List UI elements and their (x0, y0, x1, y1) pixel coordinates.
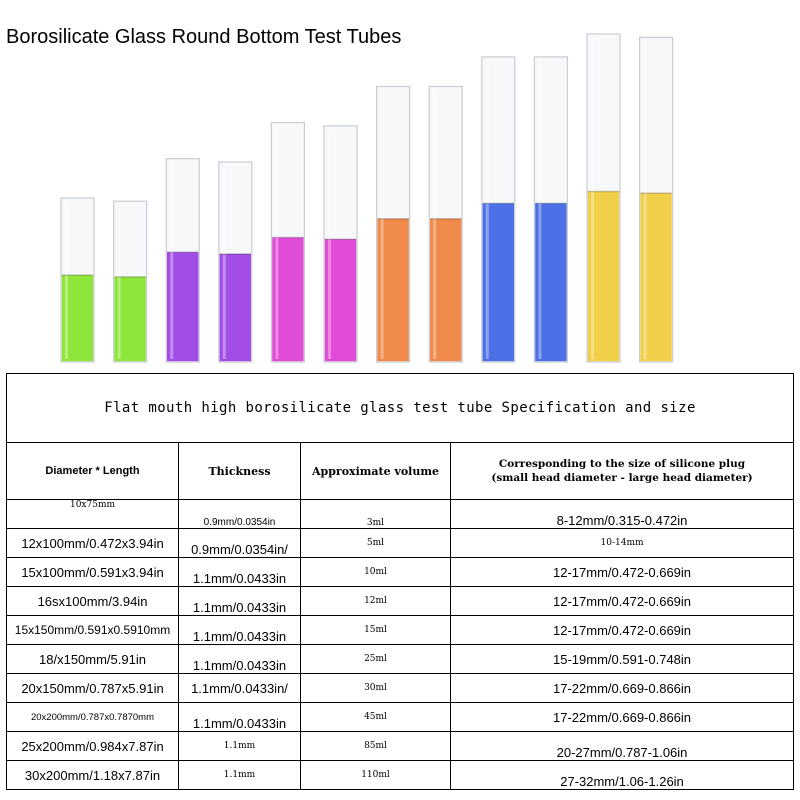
table-row (7, 529, 794, 558)
cell-diameter: 25x200mm/0.984x7.87in (7, 732, 179, 761)
table-row (7, 703, 794, 732)
cell-volume: 25ml (301, 645, 451, 674)
cell-plug: 12-17mm/0.472-0.669in (451, 616, 794, 645)
cell-thickness: 1.1mm/0.0433in (179, 558, 301, 587)
cell-diameter: 16sx100mm/3.94in (7, 587, 179, 616)
cell-volume: 85ml (301, 732, 451, 761)
cell-thickness: 1.1mm/0.0433in (179, 645, 301, 674)
cell-plug: 15-19mm/0.591-0.748in (451, 645, 794, 674)
table-row (7, 616, 794, 645)
cell-volume: 30ml (301, 674, 451, 703)
test-tube (324, 126, 357, 362)
cell-volume: 5ml (301, 529, 451, 558)
test-tube (271, 123, 304, 362)
cell-plug: 10-14mm (451, 529, 794, 558)
cell-volume: 15ml (301, 616, 451, 645)
tube-highlight (591, 37, 594, 359)
tube-highlight (65, 201, 68, 359)
test-tube (166, 159, 199, 362)
cell-volume: 45ml (301, 703, 451, 732)
header-volume: Approximate volume (301, 443, 451, 500)
cell-diameter: 18/x150mm/5.91in (7, 645, 179, 674)
table-row (7, 645, 794, 674)
cell-plug: 12-17mm/0.472-0.669in (451, 558, 794, 587)
cell-thickness: 1.1mm/0.0433in (179, 703, 301, 732)
test-tube (587, 34, 620, 362)
table-row (7, 761, 794, 790)
test-tube (534, 57, 567, 362)
tube-highlight (381, 89, 384, 359)
cell-plug: 17-22mm/0.669-0.866in (451, 674, 794, 703)
tube-highlight (118, 204, 121, 359)
cell-diameter: 10x75mm (7, 500, 179, 529)
cell-volume: 10ml (301, 558, 451, 587)
cell-thickness: 1.1mm/0.0433in (179, 616, 301, 645)
cell-volume: 12ml (301, 587, 451, 616)
test-tube-illustration (0, 0, 800, 370)
cell-thickness: 1.1mm (179, 761, 301, 790)
cell-diameter: 15x100mm/0.591x3.94in (7, 558, 179, 587)
test-tube (61, 198, 94, 362)
cell-plug: 20-27mm/0.787-1.06in (451, 732, 794, 761)
table-header-row (7, 443, 794, 500)
table-caption: Flat mouth high borosilicate glass test tube Specification and size (7, 374, 794, 443)
test-tube (219, 162, 252, 362)
cell-thickness: 1.1mm (179, 732, 301, 761)
test-tube (640, 37, 673, 362)
cell-plug: 12-17mm/0.472-0.669in (451, 587, 794, 616)
cell-volume: 3ml (301, 500, 451, 529)
test-tube (482, 57, 515, 362)
tube-highlight (170, 162, 173, 359)
header-diameter: Diameter * Length (7, 443, 179, 500)
header-plug (451, 443, 794, 500)
header-plug-line2: (small head diameter - large head diameter) (491, 472, 753, 484)
cell-plug: 17-22mm/0.669-0.866in (451, 703, 794, 732)
cell-diameter: 30x200mm/1.18x7.87in (7, 761, 179, 790)
header-thickness: Thickness (179, 443, 301, 500)
cell-diameter: 20x200mm/0.787x0.7870mm (7, 703, 179, 732)
tube-highlight (223, 165, 226, 359)
table-row (7, 674, 794, 703)
tube-highlight (328, 129, 331, 359)
cell-plug: 8-12mm/0.315-0.472in (451, 500, 794, 529)
cell-diameter: 15x150mm/0.591x0.5910mm (7, 616, 179, 645)
cell-thickness: 0.9mm/0.0354in/ (179, 529, 301, 558)
test-tube (429, 86, 462, 362)
cell-diameter: 20x150mm/0.787x5.91in (7, 674, 179, 703)
table-row (7, 558, 794, 587)
test-tube (377, 86, 410, 362)
tube-highlight (538, 60, 541, 359)
test-tube (114, 201, 147, 362)
header-plug-line1: Corresponding to the size of silicone plug (498, 458, 746, 470)
tube-highlight (275, 126, 278, 359)
page-title: Borosilicate Glass Round Bottom Test Tubes (6, 26, 402, 48)
cell-thickness: 1.1mm/0.0433in (179, 587, 301, 616)
tube-highlight (433, 89, 436, 359)
table-row (7, 732, 794, 761)
cell-volume: 110ml (301, 761, 451, 790)
cell-thickness: 0.9mm/0.0354in (179, 500, 301, 529)
table-row (7, 587, 794, 616)
tube-highlight (486, 60, 489, 359)
spec-table (6, 373, 794, 790)
table-caption-row (7, 374, 794, 443)
cell-plug: 27-32mm/1.06-1.26in (451, 761, 794, 790)
table-row (7, 500, 794, 529)
cell-thickness: 1.1mm/0.0433in/ (179, 674, 301, 703)
tube-highlight (644, 40, 647, 359)
cell-diameter: 12x100mm/0.472x3.94in (7, 529, 179, 558)
